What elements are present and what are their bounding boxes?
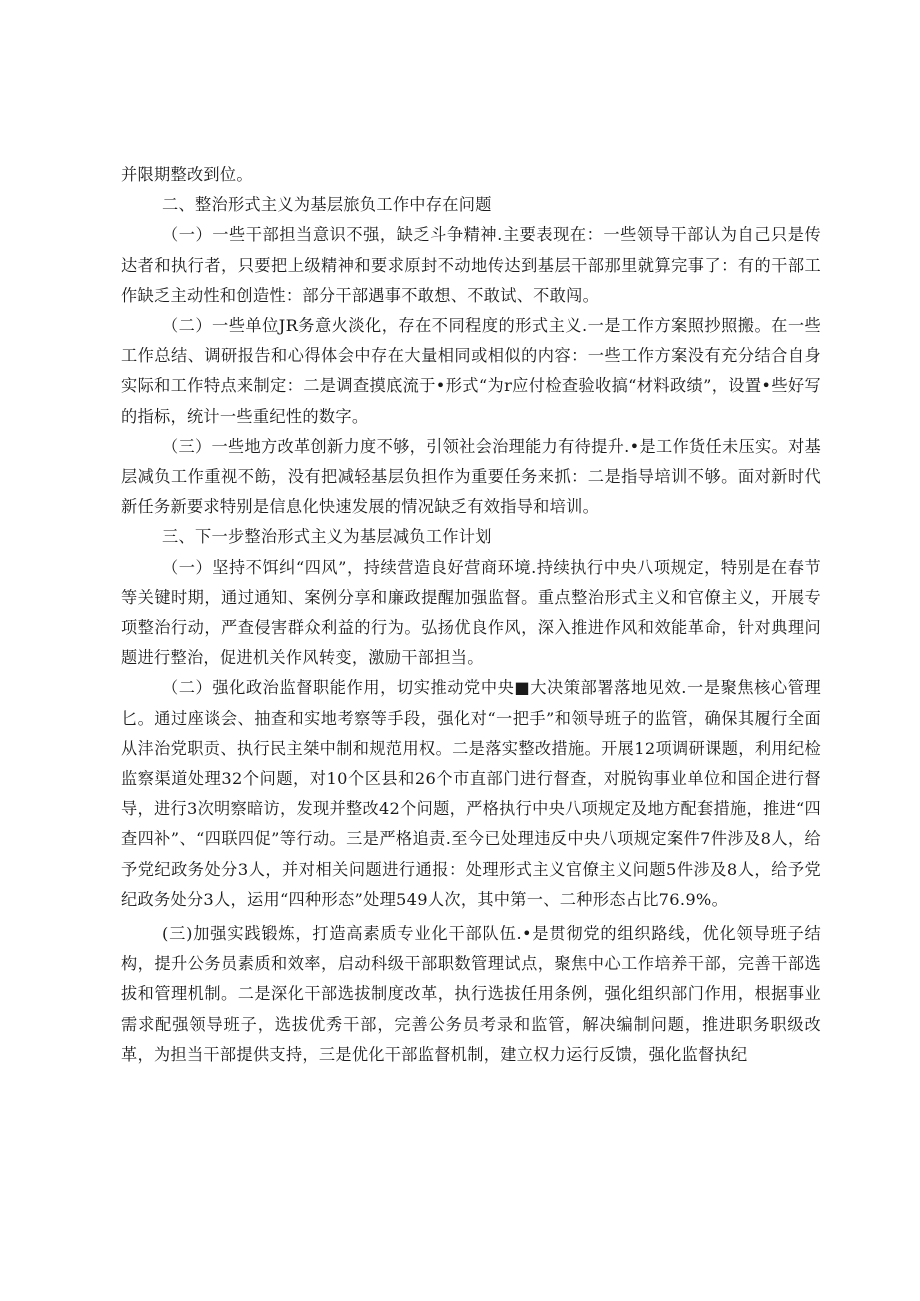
paragraph-continuation: 并限期整改到位。	[121, 165, 253, 184]
paragraph-3-2: （二）强化政治监督职能作用，切实推动党中央■大决策部署落地见效.一是聚焦核心管理匕。通过座谈会、抽查和实地考察等手段，强化对“一把手”和领导班子的监管，确保其履行全面从沣治党职贡、执行民主桀中制和规范用权。二是落实整改措施。开展12项调研课题，利用纪检监察渠道处理32个问题，对10个区县和26个市直部门进行督查，对脱钩事业单位和国企进行督导，进行3次明察暗访，发现并整改42个问题，严格执行中央八项规定及地方配套措施，推进“四查四补”、“四联四促”等行动。三是严格追责.至今已处理违反中央八项规定案件7件涉及8人，给予党纪政务处分3人，并对相关问题进行通报：处理形式主义官僚主义问题5件涉及8人，给予党纪政务处分3人，运用“四种形态”处理549人次，其中第一、二种形态占比76.9%。	[121, 678, 821, 909]
paragraph-2-1: （一）一些干部担当意识不强，缺乏斗争精神.主要表现在：一些领导干部认为自己只是传达者和执行者，只要把上级精神和要求原封不动地传达到基层干部那里就算完事了：有的干部工作缺乏主动性和创造性：部分干部遇事不敢想、不敢试、不敢闯。	[121, 225, 821, 305]
paragraph-3-3: (三)加强实践锻炼，打造高素质专业化干部队伍.•是贯彻党的组织路线，优化领导班子结构，提升公务员素质和效率，启动科级干部职数管理试点，聚焦中心工作培养干部，完善干部选拔和管理机制。二是深化干部选拔制度改革，执行选拔任用条例，强化组织部门作用，根据事业需求配强领导班子，选拔优秀干部，完善公务员考录和监管，解决编制问题，推进职务职级改革，为担当干部提供支持，三是优化干部监督机制，建立权力运行反馈，强化监督执纪	[121, 924, 821, 1064]
paragraph-3-1: （一）坚持不饵纠“四风”，持续营造良好营商环境.持续执行中央八项规定，特别是在春节等关键时期，通过通知、案例分享和廉政提醒加强监督。重点整治形式主义和官僚主义，开展专项整治行动，严查侵害群众利益的行为。弘扬优良作风，深入推进作风和效能革命，针对典理问题进行整治，促进机关作风转变，激励干部担当。	[121, 557, 821, 668]
section-heading-3: 三、下一步整治形式主义为基层减负工作计划	[162, 527, 492, 547]
section-heading-2: 二、整治形式主义为基层旅负工作中存在问题	[162, 195, 492, 215]
document-body	[121, 160, 821, 1070]
paragraph-2-3: （三）一些地方改革创新力度不够，引领社会治理能力有待提升.•是工作货任未压实。对基层减负工作重视不飭，没有把减轻基层负担作为重要任务来抓：二是指导培训不够。面对新时代新任务新要求特别是信息化快速发展的情况缺乏有效指导和培训。	[121, 436, 821, 517]
paragraph-2-2: （二）一些单位JR务意火淡化，存在不同程度的形式主义.一是工作方案照抄照搬。在一些工作总结、调研报告和心得体会中存在大量相同或相似的内容：一些工作方案没有充分结合自身实际和工作特点来制定：二是调查摸底流于•形式“为r应付检查验收搞“材料政绩”，设置•些好写的指标，统计一些重纪性的数字。	[121, 316, 821, 426]
